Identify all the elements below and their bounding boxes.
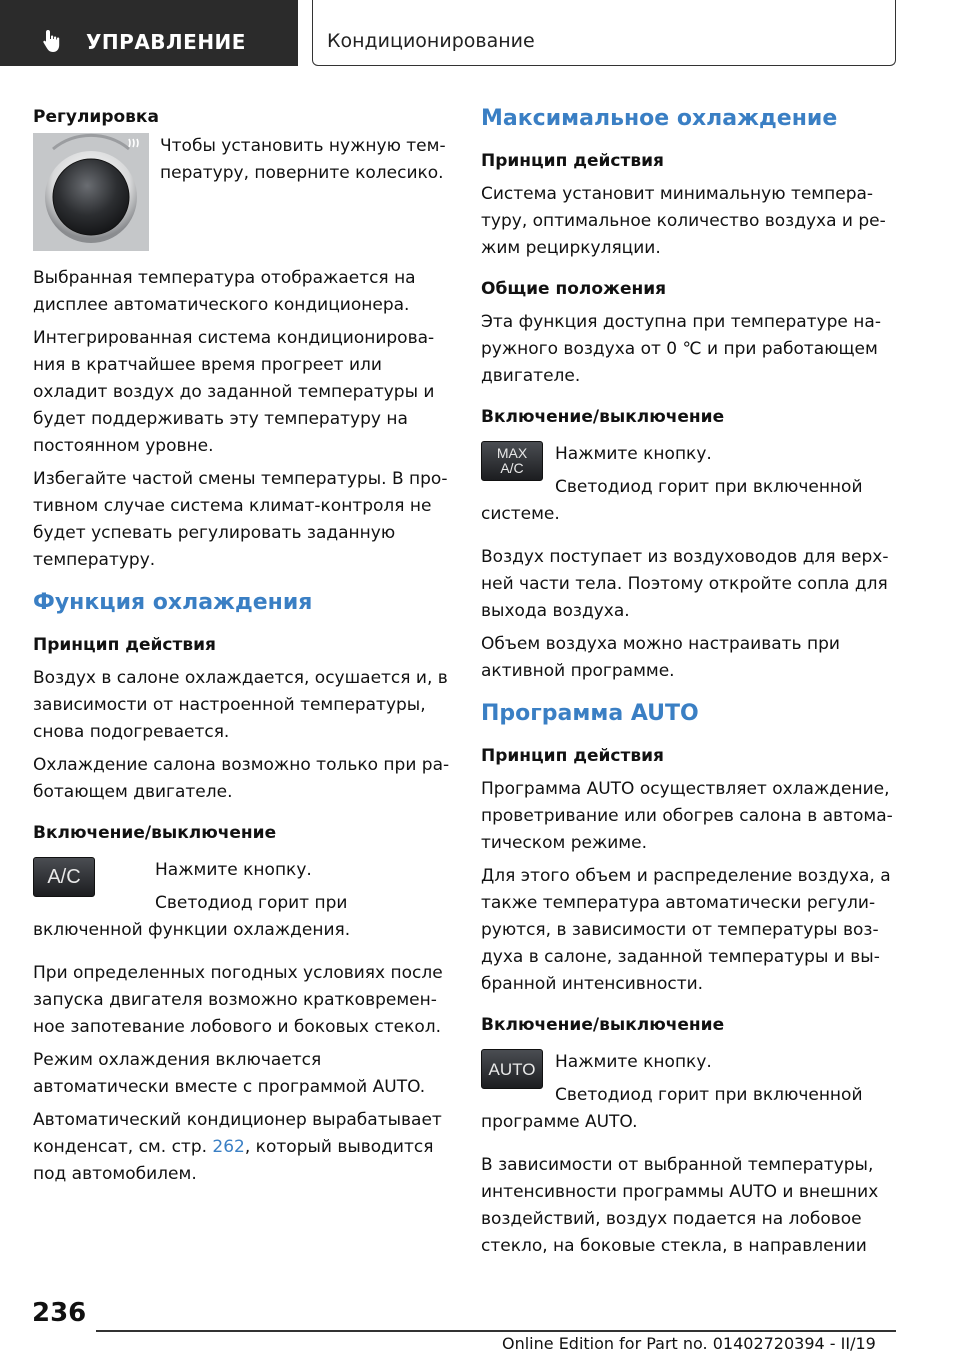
right-column [481, 104, 893, 1260]
ac-led-text: Светодиод горит при включенной функции охлаждения. [33, 893, 351, 940]
paragraph: В зависимости от выбранной температуры, интенсивности программы AUTO и внешних воздействий, воздух подается на лобовое стекло, на боковые стекла, в направлении [481, 1155, 879, 1256]
max-press-text: Нажмите кнопку. [555, 444, 712, 464]
left-column [33, 104, 453, 1188]
paragraph: Эта функция доступна при температуре наружного воздуха от 0 ℃ и при работающем двигателе. [481, 312, 881, 386]
max-ac-button-icon [481, 441, 543, 481]
ac-button-row [33, 857, 453, 888]
paragraph: Охлаждение салона возможно только при работающем двигателе. [33, 755, 450, 802]
ac-button-label: A/C [47, 865, 81, 888]
onoff-heading: Включение/выключение [33, 823, 277, 843]
paragraph: Для этого объем и распределение воздуха, а также температура автоматически регулируются, в зависимости от температуры воздуха в салоне, заданной температуры и выбранной интенсивности. [481, 866, 891, 994]
onoff-heading: Включение/выключение [481, 1015, 725, 1035]
edition-text: Online Edition for Part no. 01402720394 - II/19 [502, 1334, 876, 1353]
max-button-line1: MAX [496, 445, 528, 461]
regulation-text: Чтобы установить нужную температуру, поверните колесико. [160, 136, 446, 183]
paragraph: Автоматический кондиционер вырабатывает конденсат, см. стр. 262, который выводится под автомобилем. [33, 1110, 442, 1184]
hand-pointer-icon [40, 28, 66, 54]
max-ac-button-row [481, 441, 893, 476]
max-led-text: Светодиод горит при включенной системе. [481, 477, 863, 524]
auto-program-heading: Программа AUTO [481, 701, 699, 726]
footer-divider [96, 1330, 896, 1332]
chapter-box [312, 0, 896, 66]
ac-button-icon [33, 857, 95, 897]
auto-button-icon [481, 1049, 543, 1089]
paragraph: Система установит минимальную температуру, оптимальное количество воздуха и режим рециркуляции. [481, 184, 886, 258]
page-link[interactable]: 262 [212, 1137, 245, 1157]
auto-button-row [481, 1049, 893, 1079]
paragraph: Воздух поступает из воздуховодов для верхней части тела. Поэтому откройте сопла для выхода воздуха. [481, 547, 889, 621]
section-tab [0, 0, 298, 66]
ac-press-text: Нажмите кнопку. [155, 860, 312, 880]
temperature-dial-icon [33, 133, 149, 251]
paragraph: Объем воздуха можно настраивать при активной программе. [481, 634, 840, 681]
auto-press-text: Нажмите кнопку. [555, 1052, 712, 1072]
paragraph: Избегайте частой смены температуры. В противном случае система климат-контроля не будет успевать регулировать заданную температуру. [33, 469, 448, 570]
paragraph: Программа AUTO осуществляет охлаждение, проветривание или обогрев салона в автоматическом режиме. [481, 779, 893, 853]
onoff-heading: Включение/выключение [481, 407, 725, 427]
general-heading: Общие положения [481, 279, 667, 299]
auto-led-text: Светодиод горит при включенной программе AUTO. [481, 1085, 863, 1132]
cooling-function-heading: Функция охлаждения [33, 590, 313, 615]
page-number: 236 [32, 1298, 87, 1328]
auto-button-label: AUTO [488, 1059, 536, 1079]
paragraph: Выбранная температура отображается на дисплее автоматического кондиционера. [33, 268, 416, 315]
paragraph: Интегрированная система кондиционирования в кратчайшее время прогреет или охладит воздух до заданной температуры и будет поддерживать эту температуру на постоянном уровне. [33, 328, 435, 456]
dial-figure-row [33, 133, 453, 251]
page-header [0, 0, 960, 66]
principle-heading: Принцип действия [481, 746, 664, 766]
paragraph: При определенных погодных условиях после запуска двигателя возможно кратковременное запотевание лобового и боковых стекол. [33, 963, 443, 1037]
paragraph: Режим охлаждения включается автоматически вместе с программой AUTO. [33, 1050, 426, 1097]
chapter-title: Кондиционирование [327, 30, 535, 52]
max-button-line2: A/C [500, 460, 524, 476]
regulation-heading: Регулировка [33, 107, 159, 127]
section-label: УПРАВЛЕНИЕ [86, 30, 246, 54]
principle-heading: Принцип действия [33, 635, 216, 655]
paragraph: Воздух в салоне охлаждается, осушается и, в зависимости от настроенной температуры, снова подогревается. [33, 668, 448, 742]
max-cooling-heading: Максимальное охлаждение [481, 106, 838, 131]
principle-heading: Принцип действия [481, 151, 664, 171]
